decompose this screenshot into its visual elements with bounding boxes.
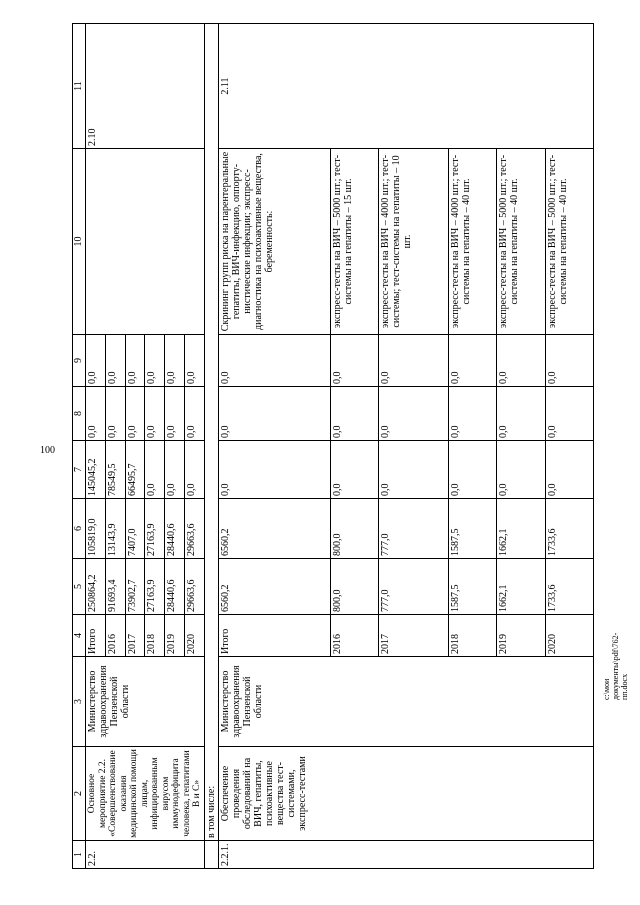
year-cell: Итого (218, 615, 330, 657)
value-cell: 0,0 (379, 387, 449, 441)
value-cell: 0,0 (545, 335, 593, 387)
value-cell: 1733,6 (545, 499, 593, 559)
value-cell: 0,0 (218, 335, 330, 387)
result-cell: Скрининг групп риска на парентеральные гепатиты, ВИЧ-инфекцию, оппорту-нистические инфекции; экспресс-диагностика на психоактивные вещества, беременность: (218, 149, 330, 335)
value-cell: 0,0 (545, 387, 593, 441)
year-cell: 2020 (184, 615, 204, 657)
value-cell: 0,0 (330, 387, 378, 441)
executor: Министерство здравоохранения Пензенской области (218, 657, 594, 747)
value-cell: 0,0 (86, 387, 106, 441)
value-cell: 0,0 (330, 335, 378, 387)
value-cell: 0,0 (184, 335, 204, 387)
year-cell: 2016 (330, 615, 378, 657)
value-cell: 28440,6 (165, 559, 185, 615)
value-cell: 1662,1 (497, 559, 545, 615)
table-row (204, 24, 218, 869)
executor: Министерство здравоохранения Пензенской области (86, 657, 205, 747)
year-cell: 2016 (105, 615, 125, 657)
value-cell: 29663,6 (184, 499, 204, 559)
value-cell: 800,0 (330, 499, 378, 559)
program-table (72, 23, 594, 869)
row-number: 2.2.1. (218, 841, 594, 869)
col-header: 3 (73, 657, 86, 747)
result-cell: экспресс-тесты на ВИЧ – 4000 шт.; тест-системы на гепатиты – 40 шт. (448, 149, 496, 335)
value-cell: 0,0 (165, 335, 185, 387)
year-cell: 2018 (145, 615, 165, 657)
value-cell: 1587,5 (448, 559, 496, 615)
value-cell: 145045,2 (86, 441, 106, 499)
measure-name: Основное мероприятие 2.2. «Совершенствование оказания медицинской помощи лицам, инфицированным вирусом иммунодефицита человека, гепатитами В и С» (86, 747, 205, 841)
value-cell: 0,0 (125, 335, 145, 387)
rotated-table-wrapper (72, 24, 594, 869)
year-cell: 2019 (165, 615, 185, 657)
value-cell: 0,0 (330, 441, 378, 499)
result-cell (86, 149, 205, 335)
year-cell: Итого (86, 615, 106, 657)
value-cell: 0,0 (497, 335, 545, 387)
value-cell: 1662,1 (497, 499, 545, 559)
value-cell: 0,0 (497, 441, 545, 499)
value-cell: 800,0 (330, 559, 378, 615)
result-cell: экспресс-тесты на ВИЧ – 4000 шт.; тест-системы; тест-системы на гепатиты – 10 шт. (379, 149, 449, 335)
value-cell: 29663,6 (184, 559, 204, 615)
col-header: 9 (73, 335, 86, 387)
value-cell: 0,0 (218, 387, 330, 441)
value-cell: 0,0 (165, 441, 185, 499)
value-cell: 105819,0 (86, 499, 106, 559)
col-header: 4 (73, 615, 86, 657)
value-cell: 6560,2 (218, 559, 330, 615)
empty-cell (204, 841, 218, 869)
value-cell: 27163,9 (145, 559, 165, 615)
result-cell: экспресс-тесты на ВИЧ – 5000 шт.; тест-системы на гепатиты – 15 шт. (330, 149, 378, 335)
value-cell: 7407,0 (125, 499, 145, 559)
value-cell: 91693,4 (105, 559, 125, 615)
value-cell: 250864,2 (86, 559, 106, 615)
value-cell: 777,0 (379, 559, 449, 615)
value-cell: 0,0 (448, 441, 496, 499)
row-number: 2.2. (86, 841, 205, 869)
col-header: 11 (73, 24, 86, 149)
value-cell: 0,0 (218, 441, 330, 499)
header-row (73, 24, 86, 869)
page-number: 100 (40, 445, 55, 456)
value-cell: 0,0 (105, 387, 125, 441)
col-header: 10 (73, 149, 86, 335)
value-cell: 73902,7 (125, 559, 145, 615)
value-cell: 0,0 (125, 387, 145, 441)
value-cell: 0,0 (379, 441, 449, 499)
year-cell: 2017 (125, 615, 145, 657)
col-header: 7 (73, 441, 86, 499)
value-cell: 0,0 (448, 387, 496, 441)
year-cell: 2019 (497, 615, 545, 657)
col-header: 2 (73, 747, 86, 841)
value-cell: 0,0 (145, 387, 165, 441)
result-cell: экспресс-тесты на ВИЧ – 5000 шт.; тест-системы на гепатиты – 40 шт. (545, 149, 593, 335)
result-cell: экспресс-тесты на ВИЧ – 5000 шт.; тест-системы на гепатиты – 40 шт. (497, 149, 545, 335)
file-path-footer: c:\мои документы\pdf\762-пп.docx (602, 632, 629, 700)
value-cell: 1587,5 (448, 499, 496, 559)
value-cell: 0,0 (497, 387, 545, 441)
year-cell: 2017 (379, 615, 449, 657)
indicator-ref: 2.10 (86, 24, 205, 149)
table-row (218, 24, 330, 869)
value-cell: 0,0 (105, 335, 125, 387)
in-that-number: в том числе: (204, 24, 218, 841)
indicator-ref: 2.11 (218, 24, 594, 149)
value-cell: 78549,5 (105, 441, 125, 499)
value-cell: 0,0 (184, 441, 204, 499)
col-header: 5 (73, 559, 86, 615)
value-cell: 0,0 (145, 441, 165, 499)
year-cell: 2020 (545, 615, 593, 657)
value-cell: 0,0 (184, 387, 204, 441)
col-header: 8 (73, 387, 86, 441)
value-cell: 0,0 (545, 441, 593, 499)
value-cell: 66495,7 (125, 441, 145, 499)
value-cell: 0,0 (145, 335, 165, 387)
value-cell: 0,0 (379, 335, 449, 387)
value-cell: 27163,9 (145, 499, 165, 559)
value-cell: 0,0 (165, 387, 185, 441)
value-cell: 1733,6 (545, 559, 593, 615)
measure-name: Обеспечение проведения обследований на ВИЧ, гепатиты, психоактивные вещества тест-системами, экспресс-тестами (218, 747, 594, 841)
value-cell: 0,0 (86, 335, 106, 387)
col-header: 1 (73, 841, 86, 869)
col-header: 6 (73, 499, 86, 559)
value-cell: 28440,6 (165, 499, 185, 559)
value-cell: 6560,2 (218, 499, 330, 559)
value-cell: 0,0 (448, 335, 496, 387)
table-row (86, 24, 106, 869)
value-cell: 777,0 (379, 499, 449, 559)
value-cell: 13143,9 (105, 499, 125, 559)
year-cell: 2018 (448, 615, 496, 657)
